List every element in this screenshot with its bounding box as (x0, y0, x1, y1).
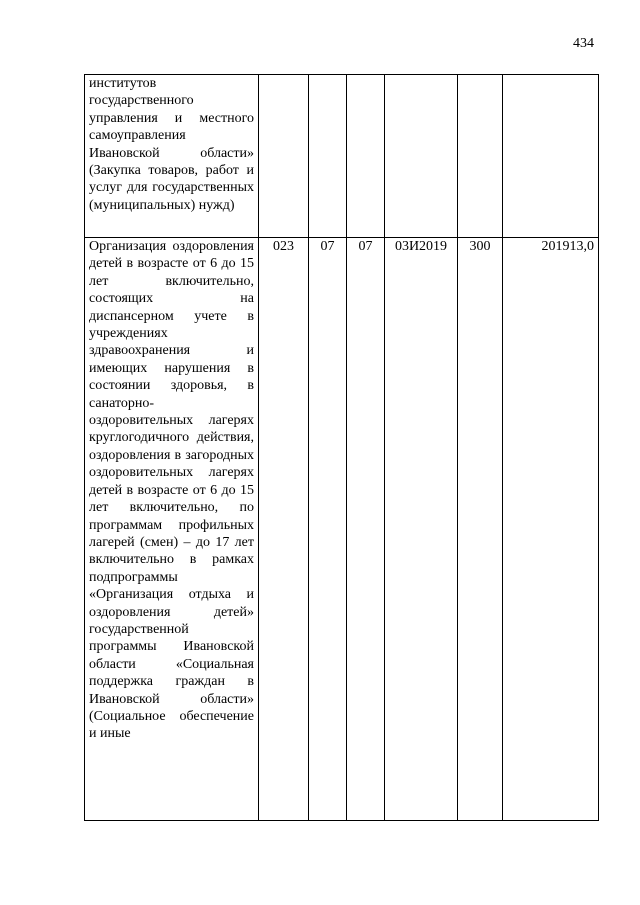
row-description: институтов государственного управления и местного самоуправления Ивановской области» (Закупка товаров, работ и услуг для государственных (муниципальных) нужд) (85, 75, 259, 238)
budget-table (84, 74, 599, 821)
row-description: Организация оздоровления детей в возрасте от 6 до 15 лет включительно, состоящих на диспансерном учете в учреждениях здравоохранения и имеющих нарушения в состоянии здоровья, в санаторно-оздоровительных лагерях круглогодичного действия, оздоровления в загородных оздоровительных лагерях детей в возрасте от 6 до 15 лет включительно, по программам профильных лагерей (смен) – до 17 лет включительно в рамках подпрограммы «Организация отдыха и оздоровления детей» государственной программы Ивановской области «Социальная поддержка граждан в Ивановской области» (Социальное обеспечение и иные (85, 238, 259, 821)
subsection-code (347, 75, 385, 238)
ministry-code (259, 75, 309, 238)
expense-type-code: 300 (458, 238, 503, 821)
section-code: 07 (309, 238, 347, 821)
page-number: 434 (573, 36, 594, 51)
section-code (309, 75, 347, 238)
table-row (85, 238, 599, 821)
subsection-code: 07 (347, 238, 385, 821)
expense-type-code (458, 75, 503, 238)
amount-value (503, 75, 599, 238)
target-article-code (385, 75, 458, 238)
table-row (85, 75, 599, 238)
target-article-code: 03И2019 (385, 238, 458, 821)
ministry-code: 023 (259, 238, 309, 821)
amount-value: 201913,0 (503, 238, 599, 821)
